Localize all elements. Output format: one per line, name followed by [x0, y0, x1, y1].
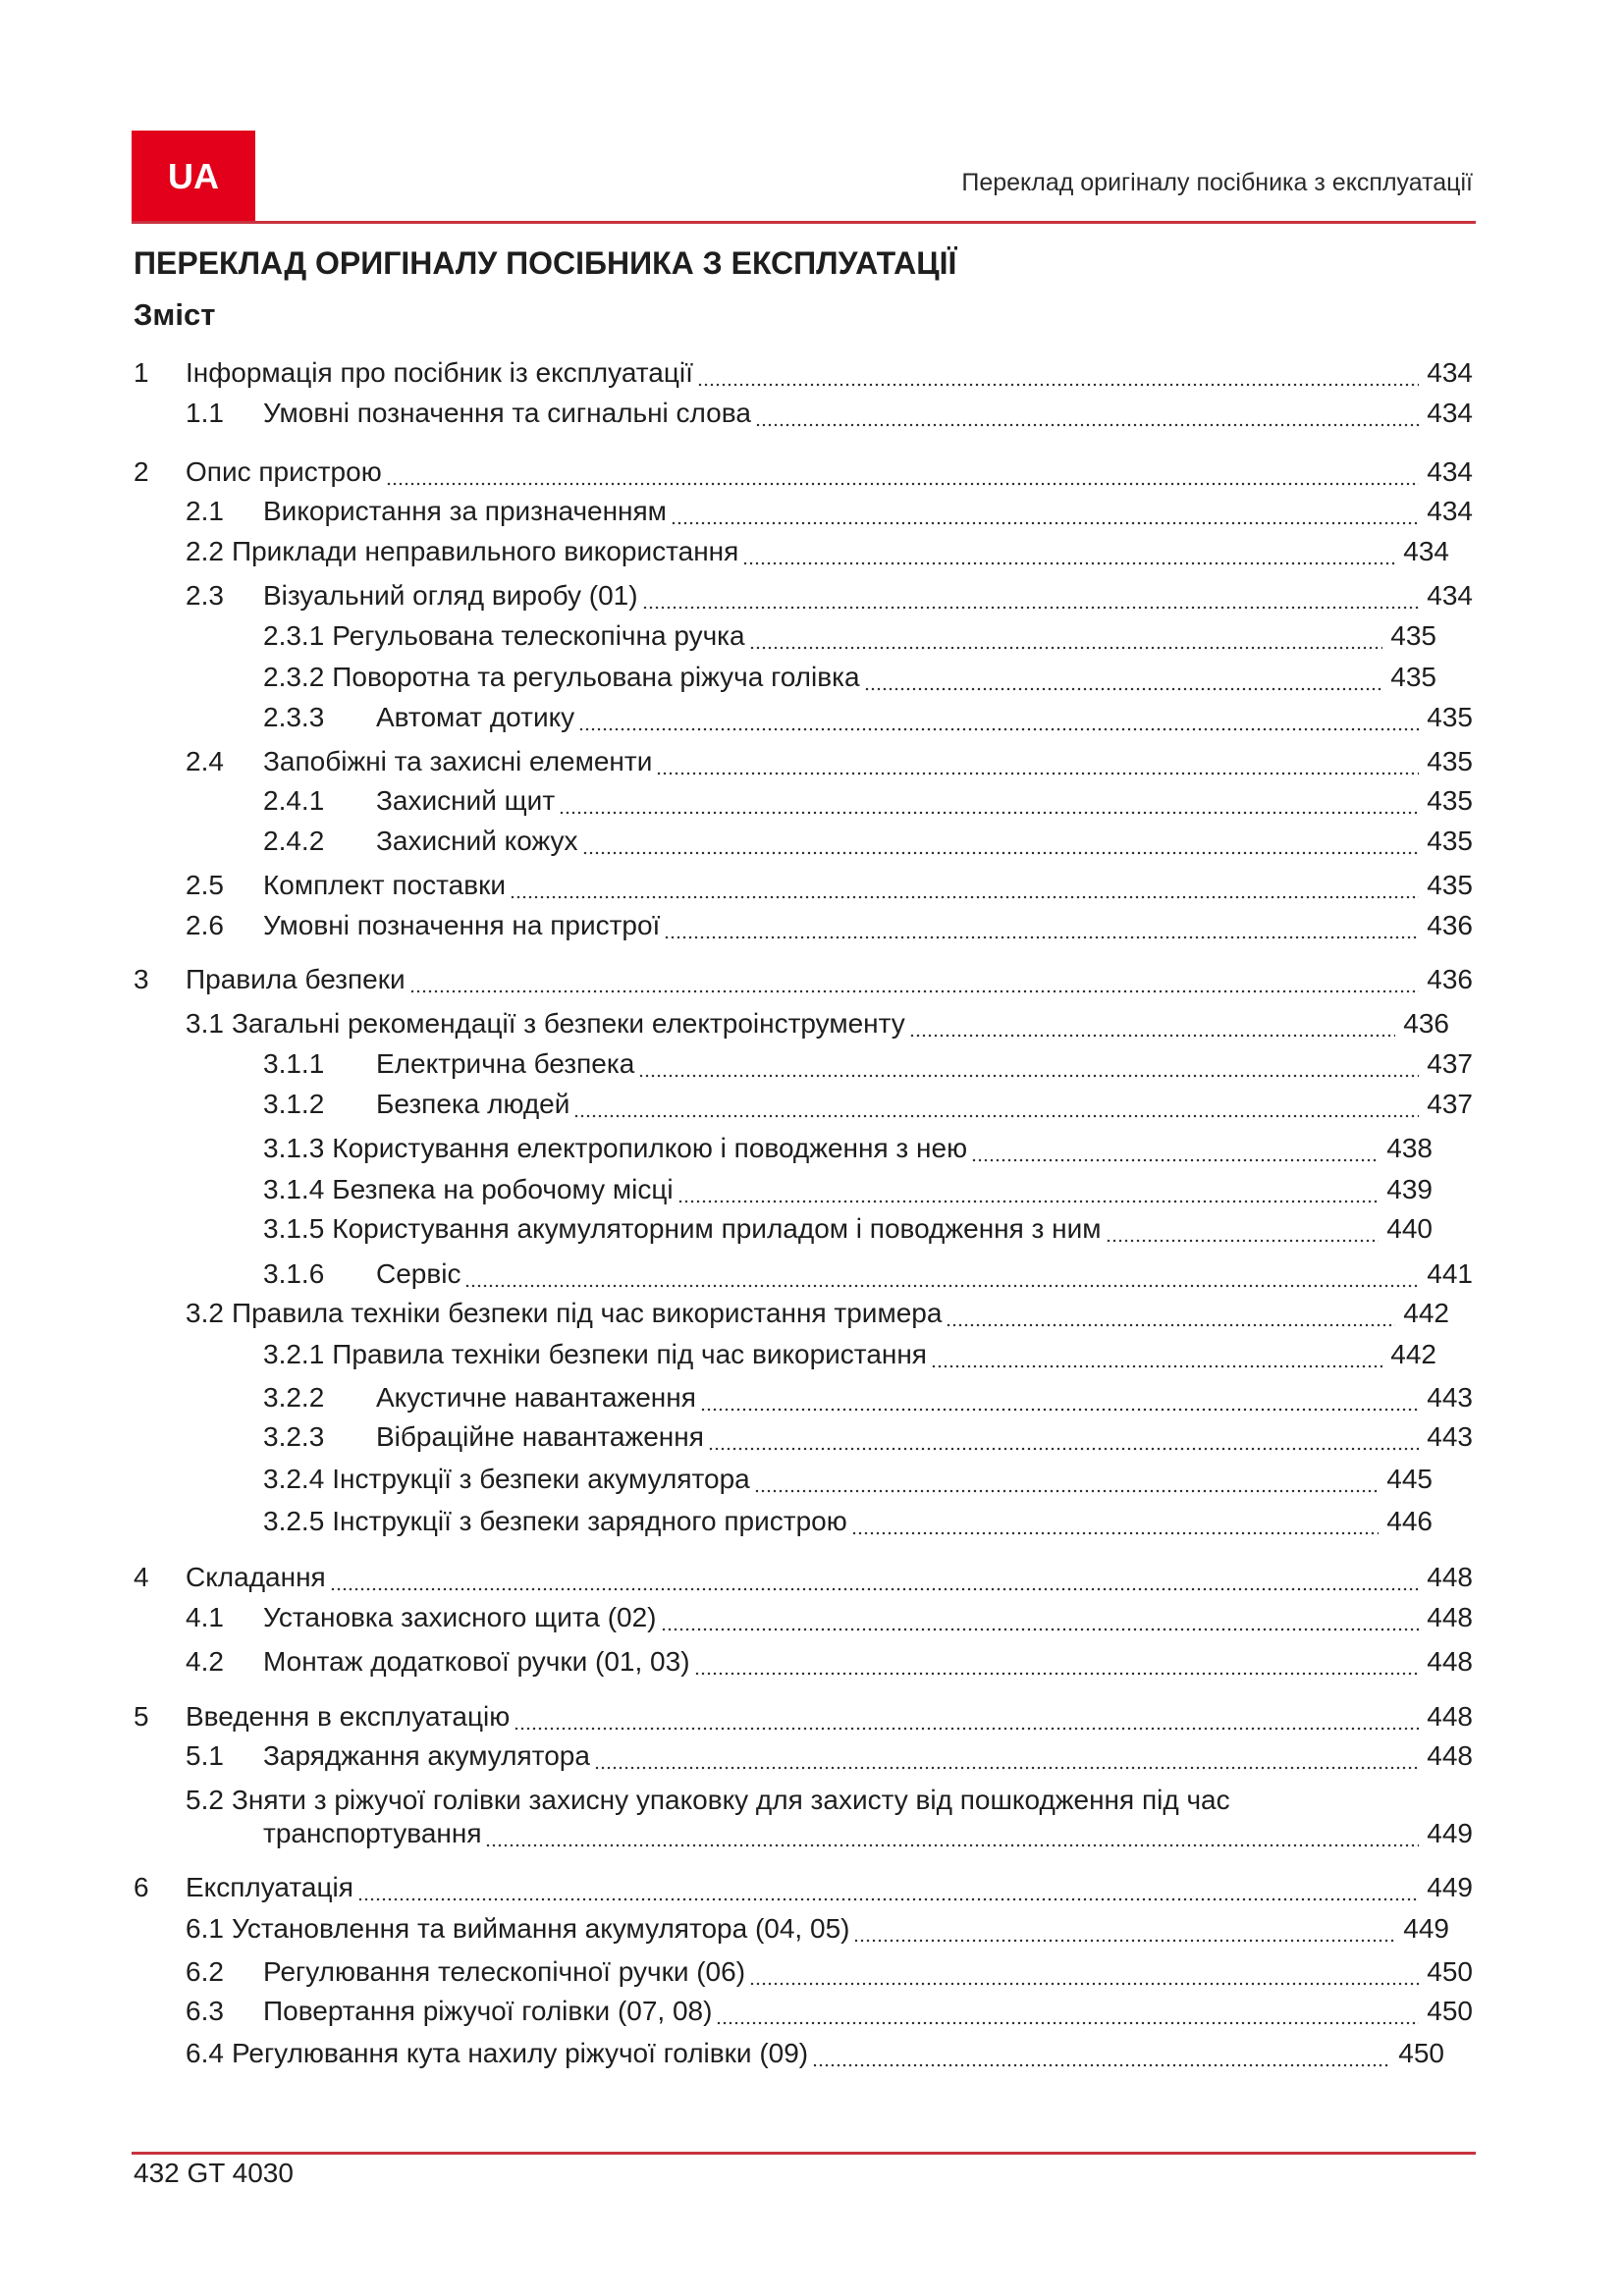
toc-entry-number: 3.2.5 [263, 1506, 325, 1536]
running-header-title: Переклад оригіналу посібника з експлуатації [961, 169, 1473, 196]
toc-entry-title: Запобіжні та захисні елементи [263, 746, 653, 776]
toc-entry-title: Монтаж додаткової ручки (01, 03) [263, 1646, 690, 1677]
toc-entry-number: 6.1 [186, 1913, 224, 1944]
toc-entry[interactable] [263, 1131, 1433, 1166]
toc-entry[interactable] [134, 1560, 1473, 1595]
toc-entry-title: Безпека на робочому місці [332, 1174, 674, 1204]
toc-entry[interactable] [263, 1380, 1473, 1415]
toc-entry-number: 3.1.5 [263, 1213, 325, 1244]
dot-leader [656, 744, 1419, 779]
toc-entry-title: Опис пристрою [186, 456, 382, 487]
toc-entry-number: 6 [134, 1872, 149, 1902]
toc-entry-title: Правила техніки безпеки під час використання [332, 1339, 927, 1369]
toc-entry-page: 434 [1427, 357, 1473, 388]
toc-entry-page: 441 [1427, 1258, 1473, 1289]
toc-entry-page: 450 [1427, 1956, 1473, 1987]
toc-entry-number: 1 [134, 357, 149, 388]
toc-entry[interactable] [186, 396, 1473, 431]
toc-entry-title: Регулювання телескопічної ручки (06) [263, 1956, 746, 1987]
dot-leader [559, 783, 1419, 819]
toc-entry-page: 448 [1427, 1701, 1473, 1732]
toc-entry-page: 437 [1427, 1048, 1473, 1079]
toc-entry[interactable] [186, 578, 1473, 614]
toc-entry-number: 3.2.2 [263, 1382, 325, 1413]
toc-entry-page: 442 [1390, 1339, 1436, 1369]
toc-entry-number: 2.2 [186, 536, 224, 566]
dot-leader [971, 1131, 1379, 1166]
toc-entry[interactable] [134, 1870, 1473, 1905]
toc-entry[interactable] [263, 618, 1436, 654]
toc-entry-number: 3.1.1 [263, 1048, 325, 1079]
toc-entry[interactable] [186, 534, 1449, 569]
dot-leader [700, 1380, 1419, 1415]
toc-entry-page: 435 [1390, 620, 1436, 651]
toc-entry[interactable] [263, 1211, 1433, 1247]
dot-leader [812, 2036, 1390, 2071]
toc-entry-title: Введення в експлуатацію [186, 1701, 511, 1732]
toc-entry-page: 442 [1403, 1298, 1449, 1328]
toc-entry[interactable] [186, 1600, 1473, 1635]
toc-entry-title: Вібраційне навантаження [376, 1421, 704, 1452]
toc-entry-number: 4.2 [186, 1646, 224, 1677]
toc-entry-number: 4.1 [186, 1602, 224, 1632]
toc-entry-page: 445 [1386, 1464, 1433, 1494]
toc-entry-number: 2.3.2 [263, 662, 325, 692]
toc-entry-title: Інструкції з безпеки зарядного пристрою [332, 1506, 847, 1536]
dot-leader [386, 454, 1420, 490]
footer-divider [132, 2152, 1476, 2155]
toc-entry-title: Повертання ріжучої голівки (07, 08) [263, 1996, 713, 2026]
toc-entry-page: 443 [1427, 1382, 1473, 1413]
toc-entry-title: Захисний кожух [376, 826, 578, 856]
toc-entry-number: 2.3.3 [263, 702, 325, 732]
toc-entry[interactable] [263, 783, 1473, 819]
toc-entry[interactable] [186, 494, 1473, 529]
dot-leader [677, 1172, 1380, 1207]
toc-entry[interactable] [263, 1337, 1436, 1372]
toc-entry[interactable] [263, 1462, 1433, 1497]
toc-entry-page: 438 [1386, 1133, 1433, 1163]
toc-entry-number: 3.1.6 [263, 1258, 325, 1289]
toc-entry-number: 3.2.1 [263, 1339, 325, 1369]
toc-entry-page: 435 [1427, 702, 1473, 732]
toc-entry-number: 3 [134, 964, 149, 994]
toc-entry-title: Правила безпеки [186, 964, 406, 994]
toc-entry-number: 2.3 [186, 580, 224, 611]
toc-entry-title: Установка захисного щита (02) [263, 1602, 657, 1632]
toc-entry[interactable] [186, 1006, 1449, 1041]
toc-entry-number: 1.1 [186, 398, 224, 428]
toc-entry-page: 448 [1427, 1740, 1473, 1771]
toc-entry[interactable] [263, 1256, 1473, 1292]
toc-entry-page: 436 [1427, 964, 1473, 994]
dot-leader [694, 1644, 1420, 1680]
toc-entry[interactable] [186, 1296, 1449, 1331]
toc-entry[interactable] [186, 868, 1473, 903]
toc-entry-title: Використання за призначенням [263, 496, 667, 526]
toc-entry-number: 5.1 [186, 1740, 224, 1771]
dot-leader [716, 1994, 1419, 2029]
dot-leader [582, 824, 1420, 859]
dot-leader [708, 1419, 1419, 1455]
toc-entry-number: 3.1.2 [263, 1089, 325, 1119]
toc-entry[interactable] [134, 1699, 1473, 1735]
dot-leader [573, 1087, 1419, 1122]
toc-entry[interactable] [186, 1644, 1473, 1680]
toc-entry-title: Зняти з ріжучої голівки захисну упаковку для захисту від пошкодження під час [231, 1785, 1230, 1815]
language-badge: UA [132, 131, 255, 222]
toc-entry-number: 6.2 [186, 1956, 224, 1987]
toc-entry-page: 435 [1427, 826, 1473, 856]
toc-entry[interactable] [263, 1046, 1473, 1082]
toc-entry-page: 439 [1386, 1174, 1433, 1204]
dot-leader [946, 1296, 1395, 1331]
dot-leader [742, 534, 1395, 569]
toc-entry-number: 3.1.3 [263, 1133, 325, 1163]
toc-entry-title: Захисний щит [376, 785, 556, 816]
toc-entry-number: 2.5 [186, 870, 224, 900]
toc-entry-number: 3.1.4 [263, 1174, 325, 1204]
toc-entry-page: 434 [1403, 536, 1449, 566]
toc-entry-number: 5 [134, 1701, 149, 1732]
dot-leader [661, 1600, 1420, 1635]
toc-entry-title: Поворотна та регульована ріжуча голівка [332, 662, 860, 692]
dot-leader [514, 1699, 1419, 1735]
toc-entry-page: 436 [1403, 1008, 1449, 1039]
toc-entry[interactable] [186, 1994, 1473, 2029]
toc-entry-page: 450 [1398, 2038, 1444, 2068]
toc-entry-number: 4 [134, 1562, 149, 1592]
toc-entry-page: 448 [1427, 1602, 1473, 1632]
dot-leader [851, 1504, 1380, 1539]
toc-entry-number: 3.2.3 [263, 1421, 325, 1452]
toc-entry-page: 435 [1390, 662, 1436, 692]
dot-leader [409, 962, 1420, 997]
toc-entry-number: 2.1 [186, 496, 224, 526]
footer-page-label: 432 GT 4030 [134, 2158, 294, 2188]
toc-entry-title: Електрична безпека [376, 1048, 635, 1079]
toc-entry-title: Інструкції з безпеки акумулятора [332, 1464, 750, 1494]
toc-entry[interactable] [134, 355, 1473, 391]
toc-entry-page: 449 [1427, 1872, 1473, 1902]
toc-entry[interactable] [186, 908, 1473, 943]
toc-entry-title: Автомат дотику [376, 702, 575, 732]
toc-entry-page: 435 [1427, 746, 1473, 776]
dot-leader [671, 494, 1419, 529]
toc-entry[interactable] [186, 1738, 1473, 1774]
toc-entry-number: 2.3.1 [263, 620, 325, 651]
toc-entry-page: 434 [1427, 580, 1473, 611]
toc-entry-page: 449 [1427, 1818, 1473, 1848]
toc-entry[interactable] [134, 962, 1473, 997]
dot-leader [754, 1462, 1380, 1497]
toc-entry-number: 3.2.4 [263, 1464, 325, 1494]
toc-entry[interactable] [186, 1954, 1473, 1990]
toc-entry-page: 435 [1427, 785, 1473, 816]
toc-entry-title: Правила техніки безпеки під час використання тримера [231, 1298, 943, 1328]
toc-entry-number: 2.6 [186, 910, 224, 940]
dot-leader [642, 578, 1420, 614]
toc-entry-title: Установлення та виймання акумулятора (04, 05) [231, 1913, 850, 1944]
document-title: ПЕРЕКЛАД ОРИГІНАЛУ ПОСІБНИКА З ЕКСПЛУАТАЦІЇ [134, 245, 957, 281]
dot-leader [357, 1870, 1419, 1905]
toc-entry-page: 446 [1386, 1506, 1433, 1536]
toc-entry-title: Регулювання кута нахилу ріжучої голівки (09) [231, 2038, 809, 2068]
toc-entry-number: 6.4 [186, 2038, 224, 2068]
toc-entry[interactable] [263, 1419, 1473, 1455]
toc-entry-page: 435 [1427, 870, 1473, 900]
toc-entry-title: Експлуатація [186, 1872, 353, 1902]
toc-entry-title-continued: транспортування [263, 1818, 482, 1848]
toc-entry[interactable] [263, 700, 1473, 735]
toc-entry-title: Умовні позначення та сигнальні слова [263, 398, 751, 428]
dot-leader [931, 1337, 1382, 1372]
toc-entry-title: Складання [186, 1562, 326, 1592]
toc-entry-title: Сервіс [376, 1258, 461, 1289]
dot-leader [864, 660, 1383, 695]
toc-entry-title: Інформація про посібник із експлуатації [186, 357, 693, 388]
dot-leader [464, 1256, 1419, 1292]
toc-entry-page: 450 [1427, 1996, 1473, 2026]
toc-entry-page: 443 [1427, 1421, 1473, 1452]
toc-entry-title: Користування акумуляторним приладом і поводження з ним [332, 1213, 1102, 1244]
dot-leader [578, 700, 1419, 735]
toc-entry[interactable] [134, 454, 1473, 490]
toc-entry-title: Акустичне навантаження [376, 1382, 696, 1413]
dot-leader [749, 1954, 1419, 1990]
toc-entry-number: 2.4.1 [263, 785, 325, 816]
toc-entry-page: 437 [1427, 1089, 1473, 1119]
toc-entry-title: Загальні рекомендації з безпеки електроінструменту [231, 1008, 905, 1039]
toc-entry[interactable] [263, 824, 1473, 859]
toc-entry-title: Безпека людей [376, 1089, 570, 1119]
toc-entry-page: 448 [1427, 1562, 1473, 1592]
toc-entry-page: 434 [1427, 496, 1473, 526]
toc-entry-title: Регульована телескопічна ручка [332, 620, 745, 651]
toc-entry-number: 2.4.2 [263, 826, 325, 856]
dot-leader [1106, 1211, 1380, 1247]
dot-leader [638, 1046, 1419, 1082]
toc-entry[interactable] [186, 744, 1473, 779]
toc-entry-page: 440 [1386, 1213, 1433, 1244]
toc-entry-number: 6.3 [186, 1996, 224, 2026]
toc-entry[interactable] [186, 2036, 1444, 2071]
toc-entry-page: 436 [1427, 910, 1473, 940]
toc-entry-continuation[interactable] [263, 1816, 1473, 1851]
toc-entry-number: 3.2 [186, 1298, 224, 1328]
toc-entry[interactable] [186, 1911, 1449, 1947]
toc-entry[interactable] [186, 1783, 1473, 1818]
toc-entry-number: 2.4 [186, 746, 224, 776]
toc-entry[interactable] [263, 1087, 1473, 1122]
toc-entry[interactable] [263, 1172, 1433, 1207]
dot-leader [664, 908, 1419, 943]
dot-leader [510, 868, 1419, 903]
toc-entry-page: 449 [1403, 1913, 1449, 1944]
dot-leader [485, 1816, 1419, 1851]
toc-entry[interactable] [263, 1504, 1433, 1539]
toc-entry-page: 434 [1427, 456, 1473, 487]
toc-entry-title: Користування електропилкою і поводження з нею [332, 1133, 968, 1163]
dot-leader [594, 1738, 1419, 1774]
header-divider [132, 221, 1476, 224]
toc-entry-title: Візуальний огляд виробу (01) [263, 580, 638, 611]
dot-leader [853, 1911, 1395, 1947]
dot-leader [697, 355, 1419, 391]
toc-entry-page: 448 [1427, 1646, 1473, 1677]
toc-entry-number: 2 [134, 456, 149, 487]
toc-entry-title: Комплект поставки [263, 870, 506, 900]
toc-entry-title: Приклади неправильного використання [231, 536, 739, 566]
toc-entry-title: Заряджання акумулятора [263, 1740, 590, 1771]
dot-leader [330, 1560, 1420, 1595]
toc-entry-title: Умовні позначення на пристрої [263, 910, 661, 940]
toc-entry-number: 3.1 [186, 1008, 224, 1039]
toc-heading: Зміст [134, 297, 216, 332]
toc-entry[interactable] [263, 660, 1436, 695]
dot-leader [755, 396, 1419, 431]
toc-entry-number: 5.2 [186, 1785, 224, 1815]
toc-entry-page: 434 [1427, 398, 1473, 428]
dot-leader [749, 618, 1383, 654]
dot-leader [909, 1006, 1396, 1041]
